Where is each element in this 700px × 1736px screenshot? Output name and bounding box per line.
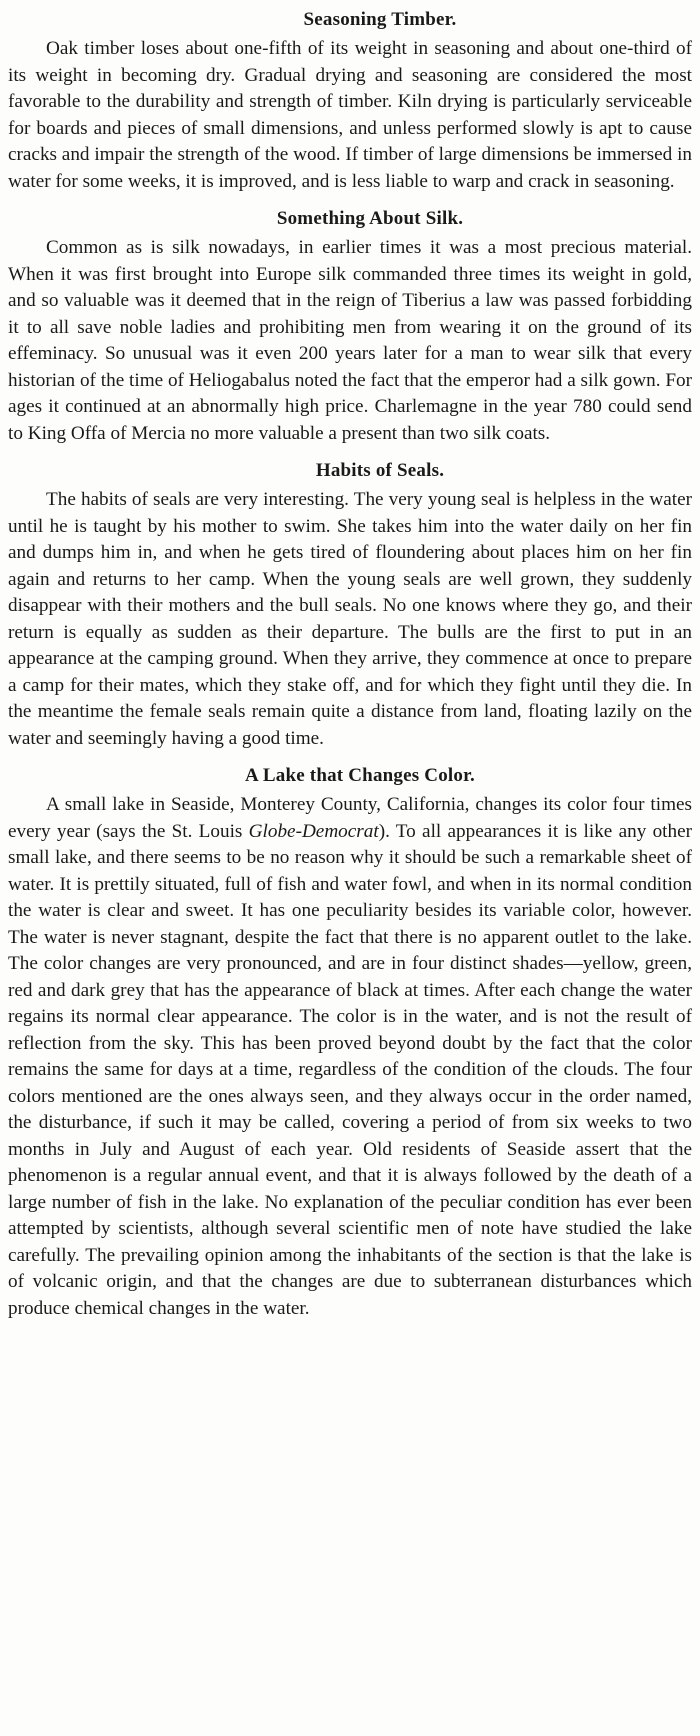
article-body-part-2: ). To all appearances it is like any other small lake, and there seems to be no reason why it should be such a remarkable sheet of water. It is prettily situated, full of fish and water fowl, and when in its normal condition the water is clear and sweet. It has one peculiarity besides its variable color, however. The water is never stagnant, despite the fact that there is no apparent outlet to the lake. The color changes are very pronounced, and are in four distinct shades—yellow, green, red and dark grey that has the appearance of black at times. After each change the water regains its normal clear appearance. The color is in the water, and is not the result of reflection from the sky. This has been proved beyond doubt by the fact that the color remains the same for days at a time, regardless of the condition of the clouds. The four colors mentioned are the ones always seen, and they always occur in the order named, the disturbance, if such it may be called, covering a period of from six weeks to two months in July and August of each year. Old residents of Seaside assert that the phenomenon is a regular annual event, and that it is always followed by the death of a large number of fish in the lake. No explanation of the peculiar condition has ever been attempted by scientists, although several scientific men of note have studied the lake carefully. The prevailing opinion among the inhabitants of the section is that the lake is of volcanic origin, and that the changes are due to subterranean disturbances which produce chemical changes in the water. <box>8 820 692 1319</box>
article-body <box>8 792 692 1322</box>
article-title: Something About Silk. <box>276 208 464 229</box>
article-title: A Lake that Changes Color. <box>245 765 475 786</box>
article-body-part-1: A small lake in Seaside, Monterey County, California, changes its color four times every year (says the St. Louis <box>8 794 692 842</box>
article-habits-of-seals <box>8 453 692 752</box>
article-title: Seasoning Timber. <box>303 9 457 30</box>
article-body: The habits of seals are very interesting. The very young seal is helpless in the water until he is taught by his mother to swim. She takes him into the water daily on her fin and dumps him in, and when he gets tired of floundering about places him on her fin again and returns to her camp. When the young seals are well grown, they suddenly disappear with their mothers and the bull seals. No one knows where they go, and their return is equally as sudden as their departure. The bulls are the first to put in an appearance at the camping ground. When they arrive, they commence at once to prepare a camp for their mates, which they stake off, and for which they fight until they die. In the meantime the female seals remain quite a distance from land, floating lazily on the water and seemingly having a good time. <box>8 489 692 749</box>
article-lake-changes-color <box>8 758 692 1322</box>
article-body: Common as is silk nowadays, in earlier times it was a most precious material. When it was first brought into Europe silk commanded three times its weight in gold, and so valuable was it deemed that in the reign of Tiberius a law was passed forbidding it to all save noble ladies and prohibiting men from wearing it on the ground of its effeminacy. So unusual was it even 200 years later for a man to wear silk that every historian of the time of Heliogabalus noted the fact that the emperor had a silk gown. For ages it continued at an abnormally high price. Charlemagne in the year 780 could send to King Offa of Mercia no more valuable a present than two silk coats. <box>8 237 692 444</box>
article-something-about-silk <box>8 201 692 447</box>
article-title: Habits of Seals. <box>315 460 445 481</box>
article-seasoning-timber <box>8 2 692 195</box>
newspaper-source: Globe-Democrat <box>248 820 379 842</box>
article-body: Oak timber loses about one-fifth of its weight in seasoning and about one-third of its weight in becoming dry. Gradual drying and seasoning are considered the most favorable to the durability and strength of timber. Kiln drying is particularly serviceable for boards and pieces of small dimensions, and unless performed slowly is apt to cause cracks and impair the strength of the wood. If timber of large dimensions be immersed in water for some weeks, it is improved, and is less liable to warp and crack in seasoning. <box>8 38 692 192</box>
